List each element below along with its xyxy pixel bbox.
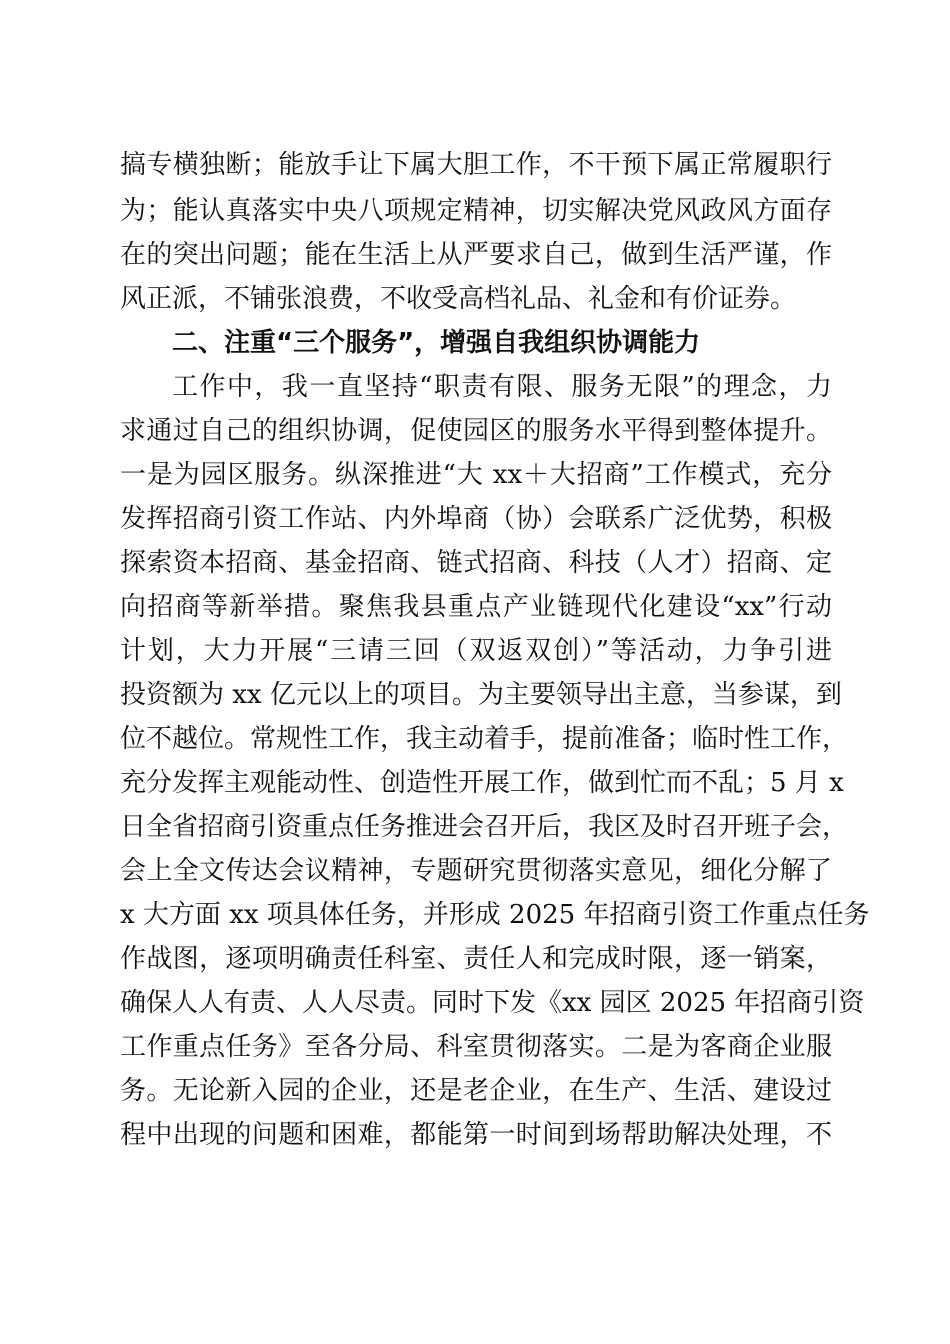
paragraph-line: 作战图，逐项明确责任科室、责任人和完成时限，逐一销案， [120, 944, 832, 974]
paragraph-line: 务。无论新入园的企业，还是老企业，在生产、生活、建设过 [120, 1076, 832, 1106]
paragraph-line: 程中出现的问题和困难，都能第一时间到场帮助解决处理，不 [120, 1120, 832, 1150]
paragraph-line: 在的突出问题；能在生活上从严要求自己，做到生活严谨，作 [120, 240, 832, 270]
paragraph-line: 位不越位。常规性工作，我主动着手，提前准备；临时性工作， [120, 724, 849, 754]
paragraph-line: 充分发挥主观能动性、创造性开展工作，做到忙而不乱；5 月 x [120, 768, 844, 798]
paragraph-line: 探索资本招商、基金招商、链式招商、科技（人才）招商、定 [120, 548, 832, 578]
paragraph-line: 工作中，我一直坚持“职责有限、服务无限”的理念，力 [172, 372, 832, 402]
paragraph-line: 为；能认真落实中央八项规定精神，切实解决党风政风方面存 [120, 196, 832, 226]
paragraph-line: 计划，大力开展“三请三回（双返双创）”等活动，力争引进 [120, 636, 832, 666]
paragraph-line: 一是为园区服务。纵深推进“大 xx＋大招商”工作模式，充分 [120, 460, 832, 490]
paragraph-line: 工作重点任务》至各分局、科室贯彻落实。二是为客商企业服 [120, 1032, 832, 1062]
paragraph-line: 搞专横独断；能放手让下属大胆工作，不干预下属正常履职行 [120, 150, 832, 180]
paragraph-line: 会上全文传达会议精神，专题研究贯彻落实意见，细化分解了 [120, 856, 832, 886]
section-heading: 二、注重“三个服务”，增强自我组织协调能力 [172, 328, 701, 358]
paragraph-line: 日全省招商引资重点任务推进会召开后，我区及时召开班子会， [120, 812, 849, 842]
paragraph-line: 确保人人有责、人人尽责。同时下发《xx 园区 2025 年招商引资 [120, 988, 865, 1018]
paragraph-line: 发挥招商引资工作站、内外埠商（协）会联系广泛优势，积极 [120, 504, 832, 534]
paragraph-line: 向招商等新举措。聚焦我县重点产业链现代化建设“xx”行动 [120, 592, 832, 622]
paragraph-line: 风正派，不铺张浪费，不收受高档礼品、礼金和有价证券。 [120, 284, 797, 314]
paragraph-line: 求通过自己的组织协调，促使园区的服务水平得到整体提升。 [120, 416, 832, 446]
paragraph-line: x 大方面 xx 项具体任务，并形成 2025 年招商引资工作重点任务 [120, 900, 870, 930]
paragraph-line: 投资额为 xx 亿元以上的项目。为主要领导出主意，当参谋，到 [120, 680, 842, 710]
